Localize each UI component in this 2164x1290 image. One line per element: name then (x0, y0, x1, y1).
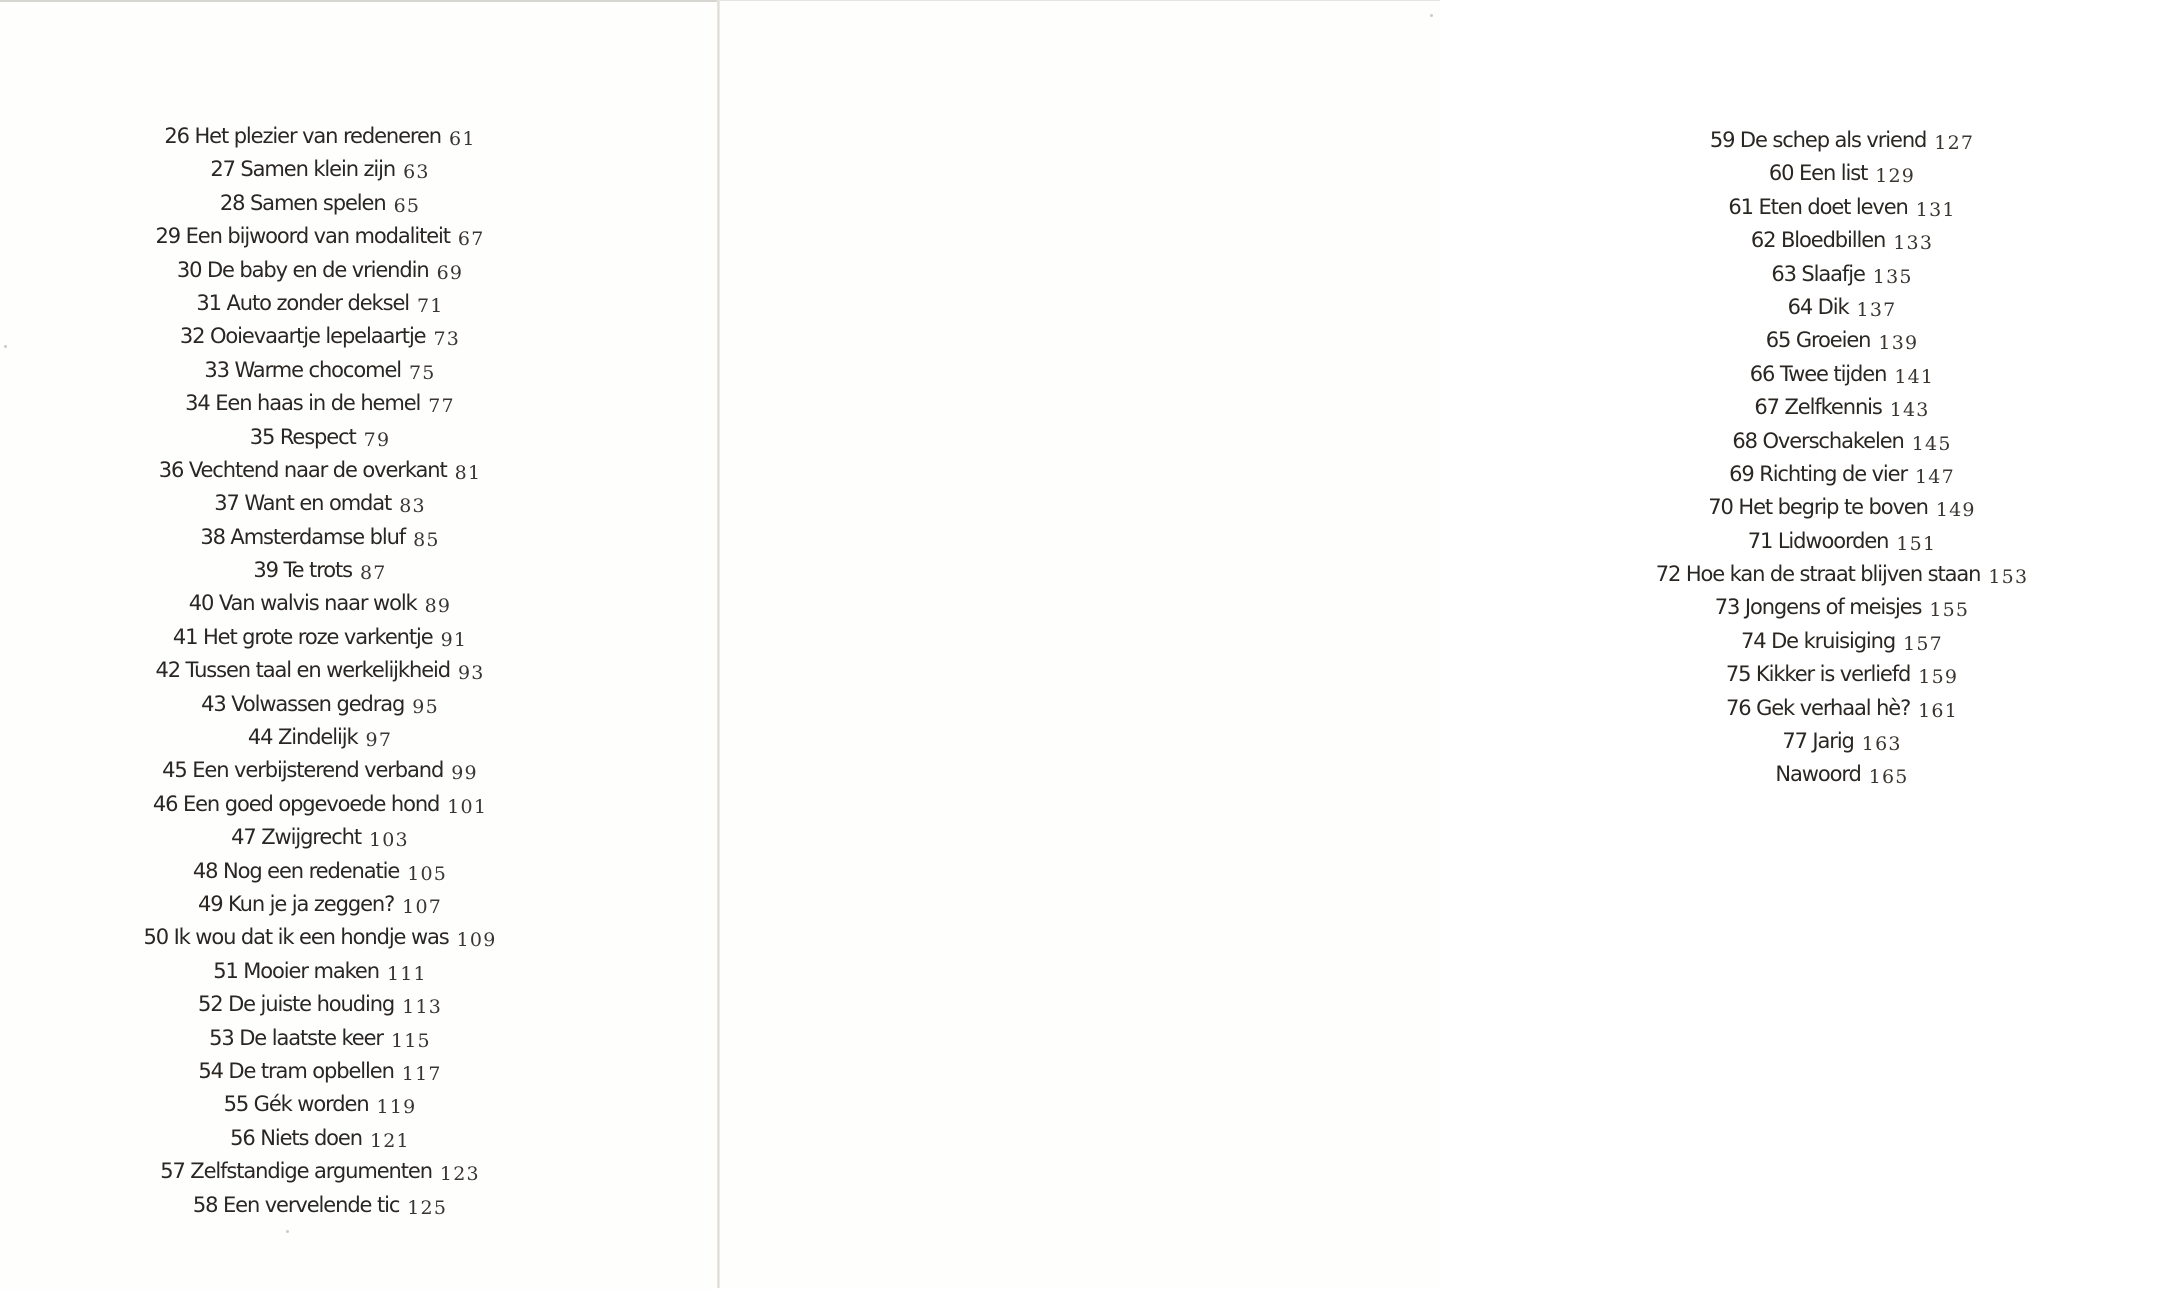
toc-entry (0, 187, 640, 220)
toc-entry-title: 42 Tussen taal en werkelijkheid (155, 658, 450, 683)
toc-entry-page-number: 131 (1915, 198, 1956, 221)
toc-entry-title: 49 Kun je ja zeggen? (197, 891, 395, 916)
toc-entry-title: 73 Jongens of meisjes (1714, 595, 1922, 620)
toc-entry-title: 46 Een goed opgevoede hond (152, 791, 440, 816)
toc-entry (0, 220, 640, 253)
toc-entry-title: 48 Nog een redenatie (192, 858, 400, 883)
toc-entry-page-number: 75 (409, 361, 436, 384)
toc-entry (1520, 157, 2164, 190)
toc-entry-page-number: 81 (454, 461, 482, 484)
toc-entry (0, 387, 640, 420)
toc-entry-title: 60 Een list (1768, 161, 1868, 186)
toc-entry-page-number: 91 (440, 628, 468, 651)
toc-entry-title: 28 Samen spelen (219, 190, 386, 215)
toc-entry-title: 71 Lidwoorden (1747, 528, 1889, 553)
toc-entry (1520, 625, 2164, 658)
toc-entry (0, 654, 640, 687)
toc-entry-page-number: 121 (369, 1129, 410, 1152)
toc-entry-title: 69 Richting de vier (1729, 461, 1908, 486)
toc-entry-title: 27 Samen klein zijn (210, 157, 396, 182)
toc-entry-title: 43 Volwassen gedrag (201, 691, 405, 716)
toc-entry-page-number: 147 (1915, 465, 1955, 488)
toc-entry (1520, 191, 2164, 224)
toc-entry (0, 988, 640, 1021)
toc-entry (0, 454, 640, 487)
toc-entry (1520, 725, 2164, 758)
toc-entry-title: 57 Zelfstandige argumenten (160, 1159, 432, 1184)
toc-entry (1520, 124, 2164, 157)
toc-entry (0, 120, 640, 153)
toc-entry-title: 33 Warme chocomel (204, 357, 402, 382)
toc-entry (1520, 558, 2164, 591)
toc-entry-title: 37 Want en omdat (214, 491, 392, 516)
toc-entry-page-number: 99 (451, 762, 478, 785)
toc-entry-page-number: 149 (1935, 499, 1976, 522)
toc-entry (0, 921, 640, 954)
toc-entry-title: 76 Gek verhaal hè? (1725, 695, 1911, 720)
toc-entry (0, 1122, 640, 1155)
table-of-contents-right (1520, 124, 2164, 792)
toc-entry-page-number: 69 (436, 261, 464, 284)
toc-entry-title: 62 Bloedbillen (1750, 228, 1886, 253)
toc-entry-title: 41 Het grote roze varkentje (172, 624, 433, 649)
toc-entry (0, 1189, 640, 1222)
table-of-contents-left (0, 120, 640, 1222)
toc-entry-page-number: 151 (1896, 532, 1937, 555)
toc-entry-page-number: 103 (368, 829, 409, 852)
toc-entry (0, 320, 640, 353)
toc-entry-title: 51 Mooier maken (213, 958, 379, 983)
toc-entry-title: 47 Zwijgrecht (231, 825, 361, 850)
toc-entry-title: 72 Hoe kan de straat blijven staan (1655, 562, 1981, 587)
toc-entry (0, 788, 640, 821)
toc-entry-page-number: 107 (402, 895, 443, 918)
toc-entry (1520, 358, 2164, 391)
toc-entry-page-number: 163 (1861, 733, 1902, 756)
toc-entry-page-number: 87 (360, 562, 387, 585)
left-page (0, 0, 718, 1290)
toc-entry-title: 70 Het begrip te boven (1708, 495, 1928, 520)
paper-speck (4, 345, 7, 348)
toc-entry (1520, 591, 2164, 624)
toc-entry-page-number: 105 (407, 862, 448, 885)
toc-entry (1520, 491, 2164, 524)
toc-entry-title: 34 Een haas in de hemel (185, 391, 421, 416)
toc-entry-title: 36 Vechtend naar de overkant (158, 457, 447, 482)
toc-entry-page-number: 127 (1934, 132, 1975, 154)
toc-entry-title: 29 Een bijwoord van modaliteit (155, 224, 450, 249)
toc-entry-title: 50 Ik wou dat ik een hondje was (143, 925, 449, 950)
toc-entry-page-number: 67 (457, 228, 485, 251)
toc-entry-page-number: 123 (439, 1163, 480, 1186)
toc-entry-page-number: 117 (401, 1062, 442, 1085)
toc-entry (1520, 458, 2164, 491)
toc-entry-page-number: 101 (447, 795, 488, 818)
toc-entry-page-number: 95 (412, 695, 439, 718)
toc-entry-page-number: 143 (1889, 399, 1930, 422)
toc-entry-page-number: 157 (1903, 632, 1943, 655)
toc-entry-title: 38 Amsterdamse bluf (200, 524, 406, 549)
toc-entry-page-number: 159 (1918, 666, 1959, 689)
toc-entry (0, 421, 640, 454)
paper-speck (1430, 14, 1433, 17)
toc-entry-page-number: 145 (1911, 432, 1952, 455)
toc-entry-page-number: 65 (393, 194, 421, 217)
toc-entry-title: 58 Een vervelende tic (192, 1192, 400, 1217)
toc-entry (0, 621, 640, 654)
toc-entry-title: 32 Ooievaartje lepelaartje (179, 324, 426, 349)
toc-entry (1520, 224, 2164, 257)
paper-speck (286, 1230, 289, 1233)
toc-entry (1520, 258, 2164, 291)
toc-entry-title: 74 De kruisiging (1741, 628, 1896, 653)
toc-entry (1520, 425, 2164, 458)
toc-entry-page-number: 135 (1872, 265, 1913, 288)
toc-entry (1520, 324, 2164, 357)
toc-entry (1520, 758, 2164, 791)
toc-entry-page-number: 113 (402, 996, 443, 1019)
toc-entry-title: 26 Het plezier van redeneren (164, 124, 442, 148)
toc-entry-page-number: 77 (428, 395, 455, 418)
toc-entry (1520, 291, 2164, 324)
toc-entry-title: 63 Slaafje (1771, 261, 1865, 286)
toc-entry-page-number: 129 (1875, 165, 1916, 188)
toc-entry-title: 56 Niets doen (230, 1125, 362, 1150)
toc-entry-title: 40 Van walvis naar wolk (188, 591, 417, 616)
toc-entry (0, 287, 640, 320)
toc-entry-page-number: 119 (376, 1096, 417, 1119)
toc-entry-page-number: 141 (1894, 365, 1935, 388)
toc-entry (0, 153, 640, 186)
toc-entry-page-number: 155 (1929, 599, 1970, 622)
toc-entry (0, 354, 640, 387)
toc-entry (0, 254, 640, 287)
toc-entry-title: 31 Auto zonder deksel (196, 290, 409, 315)
toc-entry-title: 53 De laatste keer (209, 1025, 383, 1050)
toc-entry-title: 52 De juiste houding (197, 992, 395, 1017)
toc-entry-title: 66 Twee tijden (1749, 361, 1887, 386)
right-page (720, 0, 2029, 1289)
toc-entry-page-number: 71 (417, 294, 444, 317)
toc-entry (0, 855, 640, 888)
toc-entry-page-number: 85 (413, 528, 440, 551)
toc-entry-page-number: 79 (363, 428, 391, 451)
toc-entry-title: Nawoord (1775, 762, 1861, 787)
toc-entry (0, 821, 640, 854)
toc-entry-page-number: 111 (386, 962, 427, 985)
toc-entry-title: 35 Respect (249, 424, 356, 449)
toc-entry-page-number: 61 (449, 128, 476, 150)
toc-entry-title: 30 De baby en de vriendin (176, 257, 429, 282)
toc-entry-page-number: 115 (390, 1029, 431, 1052)
toc-entry-title: 75 Kikker is verliefd (1725, 662, 1911, 687)
toc-entry-page-number: 63 (403, 161, 430, 184)
toc-entry-title: 45 Een verbijsterend verband (162, 758, 444, 783)
toc-entry (0, 1155, 640, 1188)
toc-entry-page-number: 97 (365, 729, 393, 752)
toc-entry-title: 59 De schep als vriend (1709, 128, 1927, 152)
toc-entry (1520, 525, 2164, 558)
toc-entry-page-number: 161 (1918, 699, 1959, 722)
toc-entry-title: 44 Zindelijk (247, 725, 358, 750)
toc-entry-title: 65 Groeien (1765, 328, 1871, 353)
toc-entry (0, 1022, 640, 1055)
toc-entry-title: 77 Jarig (1782, 729, 1854, 754)
toc-entry-title: 39 Te trots (253, 558, 352, 583)
toc-entry (0, 487, 640, 520)
toc-entry-title: 68 Overschakelen (1732, 428, 1904, 453)
toc-entry (0, 1088, 640, 1121)
toc-entry-page-number: 73 (433, 328, 461, 351)
toc-entry-page-number: 165 (1868, 766, 1909, 789)
toc-entry-title: 64 Dik (1787, 294, 1849, 319)
toc-entry-title: 55 Gék worden (223, 1092, 369, 1117)
toc-entry-page-number: 137 (1856, 298, 1897, 321)
toc-entry (0, 955, 640, 988)
toc-entry (0, 754, 640, 787)
toc-entry-title: 61 Eten doet leven (1728, 194, 1908, 219)
toc-entry-page-number: 125 (407, 1196, 448, 1219)
toc-entry (0, 521, 640, 554)
toc-entry (1520, 391, 2164, 424)
toc-entry (0, 721, 640, 754)
toc-entry (0, 554, 640, 587)
toc-entry-page-number: 83 (399, 495, 426, 518)
toc-entry-title: 67 Zelfkennis (1754, 395, 1882, 420)
toc-entry (0, 587, 640, 620)
toc-entry-page-number: 89 (424, 595, 452, 618)
toc-entry (0, 1055, 640, 1088)
toc-entry-page-number: 153 (1988, 566, 2029, 589)
toc-entry (0, 688, 640, 721)
toc-entry-page-number: 93 (457, 662, 485, 685)
toc-entry-page-number: 109 (456, 929, 497, 952)
toc-entry-page-number: 139 (1878, 332, 1919, 355)
toc-entry (0, 888, 640, 921)
toc-entry-page-number: 133 (1893, 232, 1934, 255)
toc-entry (1520, 692, 2164, 725)
toc-entry-title: 54 De tram opbellen (198, 1058, 394, 1083)
toc-entry (1520, 658, 2164, 691)
